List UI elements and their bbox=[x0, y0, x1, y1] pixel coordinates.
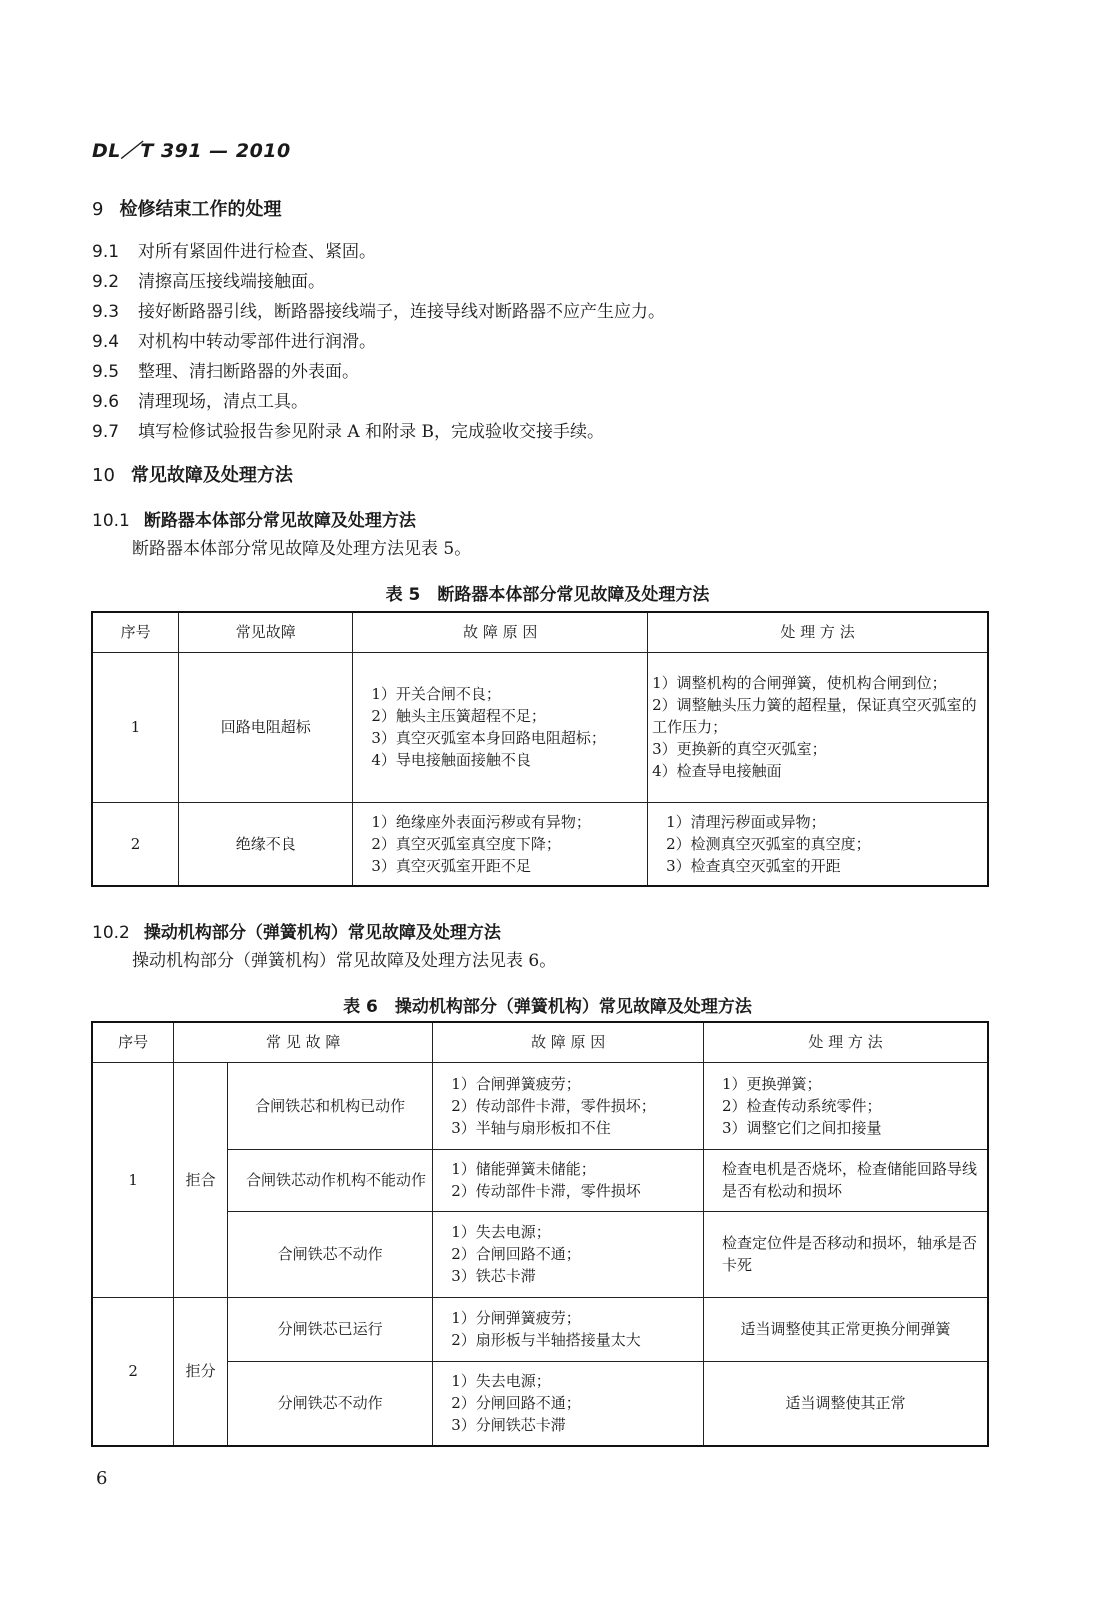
section-title-text: 常见故障及处理方法 bbox=[130, 465, 293, 486]
table-header-row bbox=[92, 1022, 988, 1062]
item-number: 9.5 bbox=[92, 362, 120, 382]
group-category: 拒合 bbox=[174, 1062, 228, 1297]
table-row bbox=[92, 1062, 988, 1149]
method-line: 4）检查导电接触面 bbox=[652, 762, 782, 780]
row-fault: 合闸铁芯动作机构不能动作 bbox=[228, 1149, 433, 1211]
page-number: 6 bbox=[96, 1468, 108, 1489]
method-line: 1）清理污秽面或异物； bbox=[666, 812, 826, 831]
subsection-number: 10.1 bbox=[92, 511, 130, 531]
row-fault: 回路电阻超标 bbox=[179, 652, 353, 802]
table-6 bbox=[91, 1021, 989, 1447]
row-fault: 绝缘不良 bbox=[179, 802, 353, 886]
row-no: 2 bbox=[92, 802, 179, 886]
row-methods: 检查电机是否烧坏，检查储能回路导线是否有松动和损坏 bbox=[703, 1149, 988, 1211]
item-text: 接好断路器引线，断路器接线端子，连接导线对断路器不应产生应力。 bbox=[138, 302, 665, 322]
subsection-10-1-intro: 断路器本体部分常见故障及处理方法见表 5。 bbox=[132, 539, 472, 559]
row-fault: 合闸铁芯不动作 bbox=[228, 1211, 433, 1297]
row-methods: 适当调整使其正常 bbox=[703, 1361, 988, 1446]
row-causes bbox=[433, 1149, 704, 1211]
cause-line: 1）绝缘座外表面污秽或有异物； bbox=[371, 812, 591, 831]
section-number: 10 bbox=[92, 465, 115, 486]
cause-line: 2）传动部件卡滞，零件损坏 bbox=[451, 1182, 641, 1200]
method-line: 3）检查真空灭弧室的开距 bbox=[666, 856, 841, 875]
item-number: 9.3 bbox=[92, 302, 120, 322]
standard-code: DL／T 391 — 2010 bbox=[92, 140, 291, 162]
row-causes bbox=[353, 802, 648, 886]
method-line: 2）检查传动系统零件； bbox=[721, 1096, 882, 1115]
cause-line: 3）真空灭弧室开距不足 bbox=[371, 856, 531, 875]
cause-line: 1）开关合闸不良； bbox=[371, 685, 501, 703]
row-fault: 分闸铁芯不动作 bbox=[228, 1361, 433, 1446]
group-no: 2 bbox=[92, 1297, 174, 1446]
header-method: 处 理 方 法 bbox=[703, 1022, 988, 1062]
cause-line: 2）触头主压簧超程不足； bbox=[371, 707, 546, 725]
header-fault: 常见故障 bbox=[179, 612, 353, 652]
table-6-caption: 表 6 操动机构部分（弹簧机构）常见故障及处理方法 bbox=[343, 997, 752, 1017]
cause-line: 3）真空灭弧室本身回路电阻超标； bbox=[371, 729, 606, 747]
header-fault: 常 见 故 障 bbox=[174, 1022, 433, 1062]
row-methods bbox=[648, 802, 988, 886]
method-line: 2）检测真空灭弧室的真空度； bbox=[666, 834, 871, 853]
item-number: 9.2 bbox=[92, 272, 120, 292]
row-causes bbox=[433, 1361, 704, 1446]
table-row bbox=[92, 1297, 988, 1361]
table-5-caption: 表 5 断路器本体部分常见故障及处理方法 bbox=[385, 585, 710, 605]
item-text: 整理、清扫断路器的外表面。 bbox=[138, 362, 359, 382]
cause-line: 1）失去电源； bbox=[451, 1372, 551, 1391]
group-category: 拒分 bbox=[174, 1297, 228, 1446]
item-number: 9.1 bbox=[92, 242, 120, 262]
row-fault: 分闸铁芯已运行 bbox=[228, 1297, 433, 1361]
section-number: 9 bbox=[92, 199, 104, 220]
subsection-title-text: 操动机构部分（弹簧机构）常见故障及处理方法 bbox=[143, 923, 501, 943]
row-causes bbox=[433, 1211, 704, 1297]
cause-line: 4）导电接触面接触不良 bbox=[371, 751, 531, 769]
item-number: 9.6 bbox=[92, 392, 120, 412]
cause-line: 2）传动部件卡滞，零件损坏； bbox=[451, 1096, 656, 1115]
row-methods bbox=[648, 652, 988, 802]
table-row bbox=[92, 802, 988, 886]
header-no: 序号 bbox=[92, 1022, 174, 1062]
cause-line: 1）失去电源； bbox=[451, 1223, 551, 1241]
cause-line: 1）合闸弹簧疲劳； bbox=[451, 1074, 581, 1093]
header-cause: 故 障 原 因 bbox=[433, 1022, 704, 1062]
subsection-10-2-title bbox=[92, 918, 501, 943]
cause-line: 1）储能弹簧未储能； bbox=[451, 1160, 596, 1178]
cause-line: 3）铁芯卡滞 bbox=[451, 1267, 536, 1285]
cause-line: 3）分闸铁芯卡滞 bbox=[451, 1416, 566, 1435]
item-text: 对所有紧固件进行检查、紧固。 bbox=[138, 242, 376, 262]
header-method: 处 理 方 法 bbox=[648, 612, 988, 652]
method-line: 3）调整它们之间扣接量 bbox=[721, 1118, 882, 1137]
item-9-2 bbox=[92, 267, 325, 292]
subsection-10-2-intro: 操动机构部分（弹簧机构）常见故障及处理方法见表 6。 bbox=[132, 951, 557, 971]
header-no: 序号 bbox=[92, 612, 179, 652]
row-methods bbox=[703, 1062, 988, 1149]
item-9-1 bbox=[92, 237, 376, 262]
section-10-title bbox=[92, 461, 293, 487]
subsection-10-1-title bbox=[92, 506, 416, 531]
item-text: 清理现场，清点工具。 bbox=[138, 392, 308, 412]
subsection-title-text: 断路器本体部分常见故障及处理方法 bbox=[143, 511, 416, 531]
cause-line: 1）分闸弹簧疲劳； bbox=[451, 1309, 581, 1327]
method-line: 1）更换弹簧； bbox=[721, 1074, 822, 1093]
subsection-number: 10.2 bbox=[92, 923, 130, 943]
method-line: 3）更换新的真空灭弧室； bbox=[652, 740, 827, 758]
item-number: 9.4 bbox=[92, 332, 120, 352]
table-5 bbox=[91, 611, 989, 887]
row-methods: 检查定位件是否移动和损坏，轴承是否卡死 bbox=[703, 1211, 988, 1297]
item-text: 对机构中转动零部件进行润滑。 bbox=[138, 332, 376, 352]
method-line: 2）调整触头压力簧的超程量，保证真空灭弧室的工作压力； bbox=[652, 696, 977, 736]
item-9-3 bbox=[92, 297, 665, 322]
section-9-title bbox=[92, 195, 281, 221]
cause-line: 2）扇形板与半轴搭接量太大 bbox=[451, 1331, 641, 1349]
item-9-5 bbox=[92, 357, 359, 382]
cause-line: 3）半轴与扇形板扣不住 bbox=[451, 1118, 611, 1137]
cause-line: 2）分闸回路不通； bbox=[451, 1394, 581, 1413]
row-causes bbox=[353, 652, 648, 802]
table-header-row bbox=[92, 612, 988, 652]
item-text: 清擦高压接线端接触面。 bbox=[138, 272, 325, 292]
group-no: 1 bbox=[92, 1062, 174, 1297]
item-number: 9.7 bbox=[92, 422, 120, 442]
row-causes bbox=[433, 1297, 704, 1361]
section-title-text: 检修结束工作的处理 bbox=[119, 199, 282, 220]
cause-line: 2）真空灭弧室真空度下降； bbox=[371, 834, 561, 853]
row-no: 1 bbox=[92, 652, 179, 802]
item-9-7 bbox=[92, 417, 604, 442]
item-9-6 bbox=[92, 387, 308, 412]
cause-line: 2）合闸回路不通； bbox=[451, 1245, 581, 1263]
item-text: 填写检修试验报告参见附录 A 和附录 B，完成验收交接手续。 bbox=[138, 422, 604, 442]
method-line: 1）调整机构的合闸弹簧，使机构合闸到位； bbox=[652, 674, 947, 692]
row-fault: 合闸铁芯和机构已动作 bbox=[228, 1062, 433, 1149]
row-causes bbox=[433, 1062, 704, 1149]
item-9-4 bbox=[92, 327, 376, 352]
header-cause: 故 障 原 因 bbox=[353, 612, 648, 652]
table-row bbox=[92, 652, 988, 802]
row-methods: 适当调整使其正常更换分闸弹簧 bbox=[703, 1297, 988, 1361]
